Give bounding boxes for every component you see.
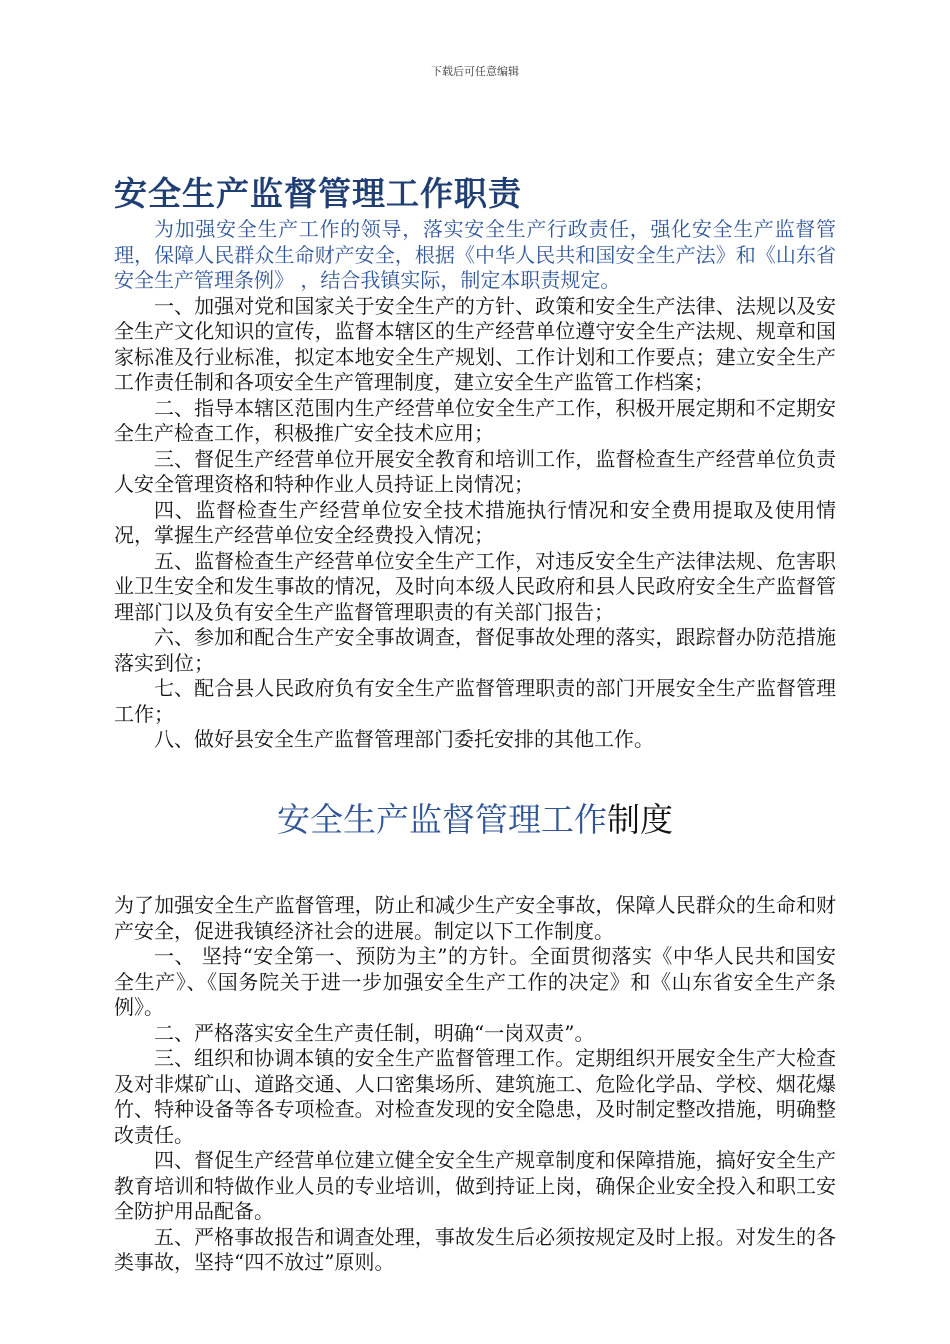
section2-item-1: 一、 坚持“安全第一、预防为主”的方针。全面贯彻落实《中华人民共和国安全生产》、《国务院关于进一步加强安全生产工作的决定》和《山东省安全生产条例》。 bbox=[114, 944, 836, 1019]
section1-item-4: 四、监督检查生产经营单位安全技术措施执行情况和安全费用提取及使用情况，掌握生产经营单位安全经费投入情况； bbox=[114, 497, 836, 547]
section1-item-6: 六、参加和配合生产安全事故调查，督促事故处理的落实，跟踪督办防范措施落实到位； bbox=[114, 625, 836, 675]
section2-intro: 为了加强安全生产监督管理，防止和减少生产安全事故，保障人民群众的生命和财产安全，促进我镇经济社会的进展。制定以下工作制度。 bbox=[114, 893, 836, 943]
header-note: 下载后可任意编辑 bbox=[431, 65, 519, 78]
section1-body bbox=[114, 217, 836, 753]
section2-item-2: 二、严格落实安全生产责任制，明确“一岗双责”。 bbox=[154, 1020, 595, 1045]
section1-item-7: 七、配合县人民政府负有安全生产监督管理职责的部门开展安全生产监督管理工作； bbox=[114, 676, 836, 726]
section2-title-main: 安全生产监督管理工作 bbox=[277, 800, 607, 839]
section2-item-3: 三、组织和协调本镇的安全生产监督管理工作。定期组织开展安全生产大检查及对非煤矿山、道路交通、人口密集场所、建筑施工、危险化学品、学校、烟花爆竹、特种设备等各专项检查。对检查发现的安全隐患，及时制定整改措施，明确整改责任。 bbox=[114, 1046, 836, 1147]
section2-body bbox=[114, 893, 836, 1276]
section1-title: 安全生产监督管理工作职责 bbox=[114, 174, 522, 213]
section2-title-suffix: 制度 bbox=[607, 800, 673, 839]
section2-title bbox=[0, 796, 950, 844]
section2-item-5: 五、严格事故报告和调查处理，事故发生后必须按规定及时上报。对发生的各类事故，坚持“四不放过”原则。 bbox=[114, 1224, 836, 1274]
section1-item-3: 三、督促生产经营单位开展安全教育和培训工作，监督检查生产经营单位负责人安全管理资格和特种作业人员持证上岗情况； bbox=[114, 446, 836, 496]
section1-intro: 为加强安全生产工作的领导，落实安全生产行政责任，强化安全生产监督管理，保障人民群众生命财产安全，根据《中华人民共和国安全生产法》和《山东省安全生产管理条例》 ，结合我镇实际，制定本职责规定。 bbox=[114, 217, 836, 292]
section1-item-5: 五、监督检查生产经营单位安全生产工作，对违反安全生产法律法规、危害职业卫生安全和发生事故的情况，及时向本级人民政府和县人民政府安全生产监督管理部门以及负有安全生产监督管理职责的有关部门报告； bbox=[114, 548, 836, 624]
section2-item-4: 四、督促生产经营单位建立健全安全生产规章制度和保障措施，搞好安全生产教育培训和特做作业人员的专业培训，做到持证上岗，确保企业安全投入和职工安全防护用品配备。 bbox=[114, 1148, 836, 1223]
section1-item-1: 一、加强对党和国家关于安全生产的方针、政策和安全生产法律、法规以及安全生产文化知识的宣传，监督本辖区的生产经营单位遵守安全生产法规、规章和国家标准及行业标准，拟定本地安全生产规划、工作计划和工作要点；建立安全生产工作责任制和各项安全生产管理制度，建立安全生产监管工作档案； bbox=[114, 293, 836, 394]
section1-item-8: 八、做好县安全生产监督管理部门委托安排的其他工作。 bbox=[154, 727, 654, 751]
section1-item-2: 二、指导本辖区范围内生产经营单位安全生产工作，积极开展定期和不定期安全生产检查工作，积极推广安全技术应用； bbox=[114, 395, 836, 445]
